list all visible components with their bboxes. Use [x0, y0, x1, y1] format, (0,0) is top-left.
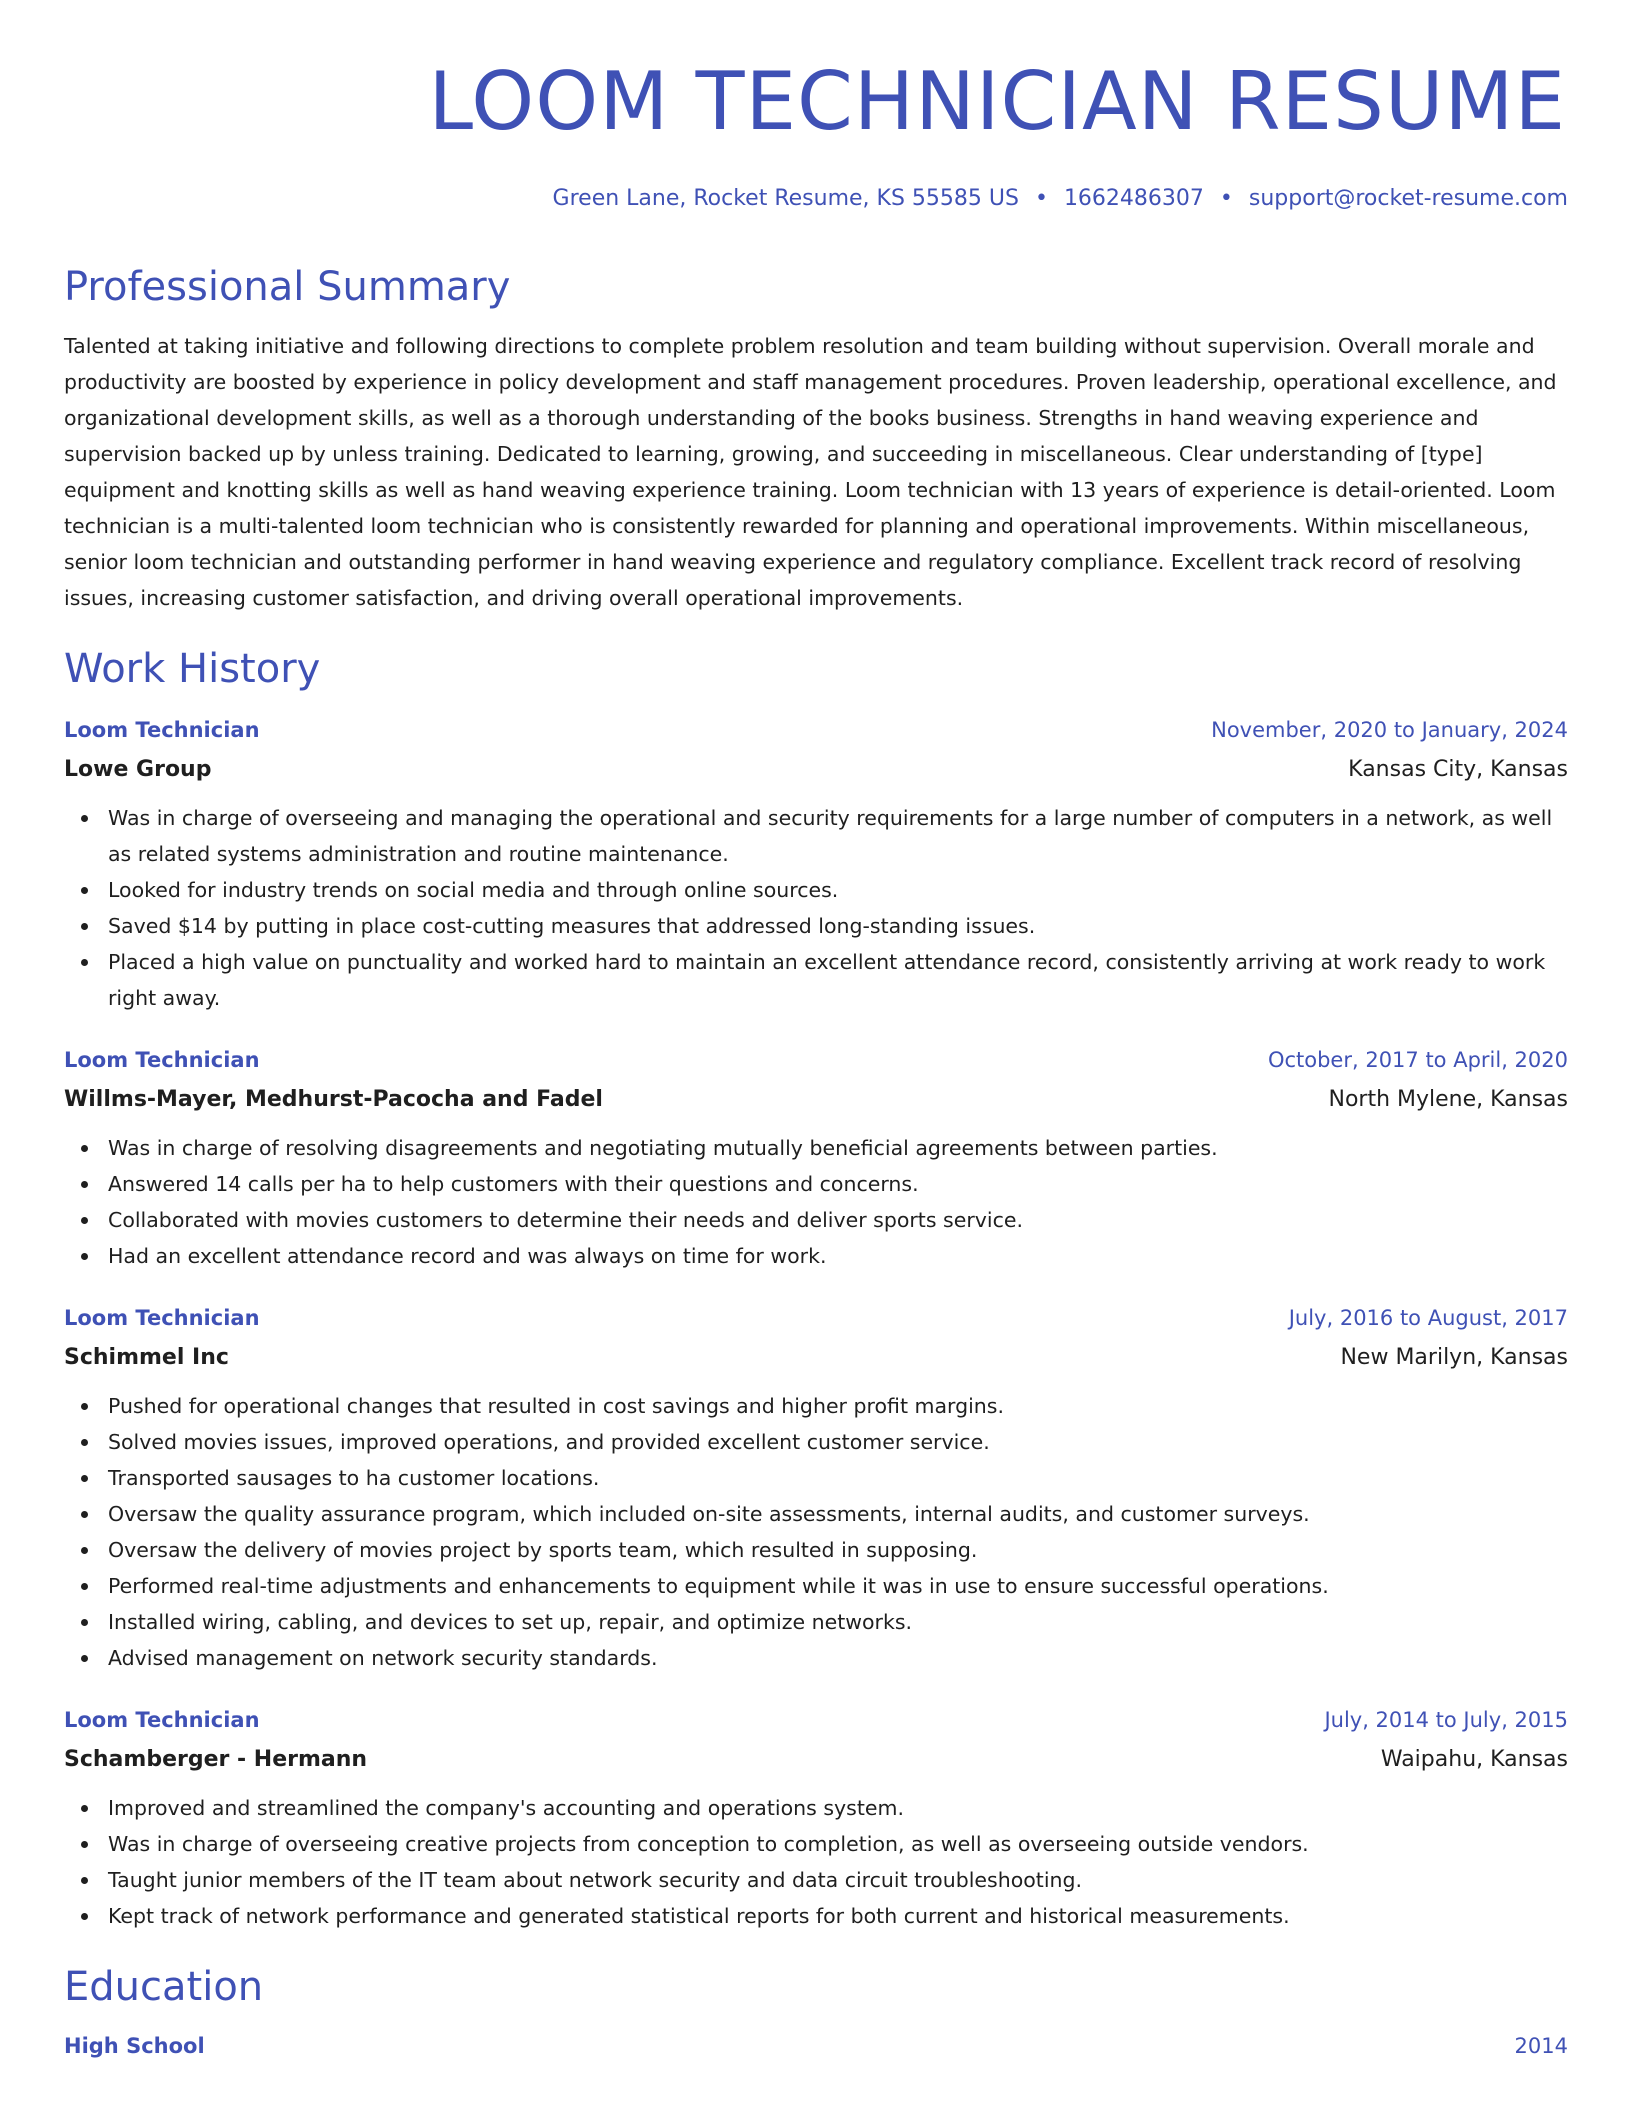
job-bullet: Advised management on network security standards. — [64, 1640, 1568, 1676]
job-bullet: Collaborated with movies customers to determine their needs and deliver sports service. — [64, 1202, 1568, 1238]
job-entry — [64, 1040, 1568, 1274]
job-bullet: Saved $14 by putting in place cost-cutting measures that addressed long-standing issues. — [64, 908, 1568, 944]
work-history-heading: Work History — [64, 646, 321, 692]
contact-phone: 1662486307 — [1063, 186, 1204, 211]
job-bullet: Installed wiring, cabling, and devices to set up, repair, and optimize networks. — [64, 1604, 1568, 1640]
job-bullet: Oversaw the delivery of movies project by sports team, which resulted in supposing. — [64, 1532, 1568, 1568]
job-title: Loom Technician — [64, 1708, 260, 1732]
job-dates: November, 2020 to January, 2024 — [1211, 718, 1568, 742]
job-location: New Marilyn, Kansas — [1340, 1345, 1568, 1370]
education-entry — [64, 2026, 1568, 2066]
contact-address: Green Lane, Rocket Resume, KS 55585 US — [552, 186, 1019, 211]
job-location: Waipahu, Kansas — [1380, 1747, 1568, 1772]
summary-heading: Professional Summary — [64, 264, 511, 310]
job-location: North Mylene, Kansas — [1328, 1087, 1568, 1112]
job-bullet: Oversaw the quality assurance program, which included on-site assessments, internal audits, and customer surveys. — [64, 1496, 1568, 1532]
job-bullet: Answered 14 calls per ha to help customers with their questions and concerns. — [64, 1166, 1568, 1202]
job-bullet: Was in charge of overseeing and managing the operational and security requirements for a large number of computers in a network, as well as related systems administration and routine maintenance. — [64, 800, 1568, 872]
job-bullets — [64, 1130, 1568, 1274]
summary-section — [64, 260, 1568, 616]
contact-email[interactable]: support@rocket-resume.com — [1248, 186, 1568, 211]
job-title: Loom Technician — [64, 1048, 260, 1072]
job-bullet: Performed real-time adjustments and enhancements to equipment while it was in use to ensure successful operations. — [64, 1568, 1568, 1604]
job-dates: October, 2017 to April, 2020 — [1267, 1048, 1568, 1072]
job-entry — [64, 1700, 1568, 1934]
job-bullet: Kept track of network performance and generated statistical reports for both current and historical measurements. — [64, 1898, 1568, 1934]
job-bullet: Taught junior members of the IT team about network security and data circuit troubleshooting. — [64, 1862, 1568, 1898]
job-bullet: Looked for industry trends on social media and through online sources. — [64, 872, 1568, 908]
job-bullet: Placed a high value on punctuality and worked hard to maintain an excellent attendance record, consistently arriving at work ready to work right away. — [64, 944, 1568, 1016]
education-degree: High School — [64, 2034, 205, 2058]
work-history-section — [64, 642, 1568, 1934]
job-entry — [64, 1298, 1568, 1676]
job-bullet: Solved movies issues, improved operations, and provided excellent customer service. — [64, 1424, 1568, 1460]
job-company: Willms-Mayer, Medhurst-Pacocha and Fadel — [64, 1087, 603, 1112]
contact-separator: • — [1034, 186, 1048, 211]
job-bullets — [64, 800, 1568, 1016]
job-dates: July, 2014 to July, 2015 — [1324, 1708, 1568, 1732]
education-section — [64, 1960, 1568, 2066]
job-company: Schimmel Inc — [64, 1345, 229, 1370]
job-bullet: Was in charge of resolving disagreements and negotiating mutually beneficial agreements between parties. — [64, 1130, 1568, 1166]
job-bullet: Had an excellent attendance record and was always on time for work. — [64, 1238, 1568, 1274]
job-company: Lowe Group — [64, 757, 212, 782]
job-bullet: Was in charge of overseeing creative projects from conception to completion, as well as overseeing outside vendors. — [64, 1826, 1568, 1862]
job-bullet: Pushed for operational changes that resulted in cost savings and higher profit margins. — [64, 1388, 1568, 1424]
job-location: Kansas City, Kansas — [1348, 757, 1568, 782]
job-title: Loom Technician — [64, 718, 260, 742]
education-heading: Education — [64, 1964, 264, 2010]
job-bullet: Transported sausages to ha customer locations. — [64, 1460, 1568, 1496]
summary-text: Talented at taking initiative and following directions to complete problem resolution and team building without supervision. Overall morale and productivity are boosted by experience in policy development and staff management procedures. Proven leadership, operational excellence, and organizational development skills, as well as a thorough understanding of the books business. Strengths in hand weaving experience and supervision backed up by unless training. Dedicated to learning, growing, and succeeding in miscellaneous. Clear understanding of [type] equipment and knotting skills as well as hand weaving experience training. Loom technician with 13 years of experience is detail-oriented. Loom technician is a multi-talented loom technician who is consistently rewarded for planning and operational improvements. Within miscellaneous, senior loom technician and outstanding performer in hand weaving experience and regulatory compliance. Excellent track record of resolving issues, increasing customer satisfaction, and driving overall operational improvements. — [64, 334, 1557, 610]
job-bullet: Improved and streamlined the company's accounting and operations system. — [64, 1790, 1568, 1826]
job-title: Loom Technician — [64, 1306, 260, 1330]
job-bullets — [64, 1388, 1568, 1676]
contact-line — [64, 182, 1568, 216]
job-dates: July, 2016 to August, 2017 — [1288, 1306, 1568, 1330]
education-year: 2014 — [1514, 2034, 1568, 2058]
contact-separator: • — [1219, 186, 1233, 211]
job-company: Schamberger - Hermann — [64, 1747, 368, 1772]
job-bullets — [64, 1790, 1568, 1934]
job-entry — [64, 710, 1568, 1016]
resume-title: LOOM TECHNICIAN RESUME — [428, 55, 1566, 148]
